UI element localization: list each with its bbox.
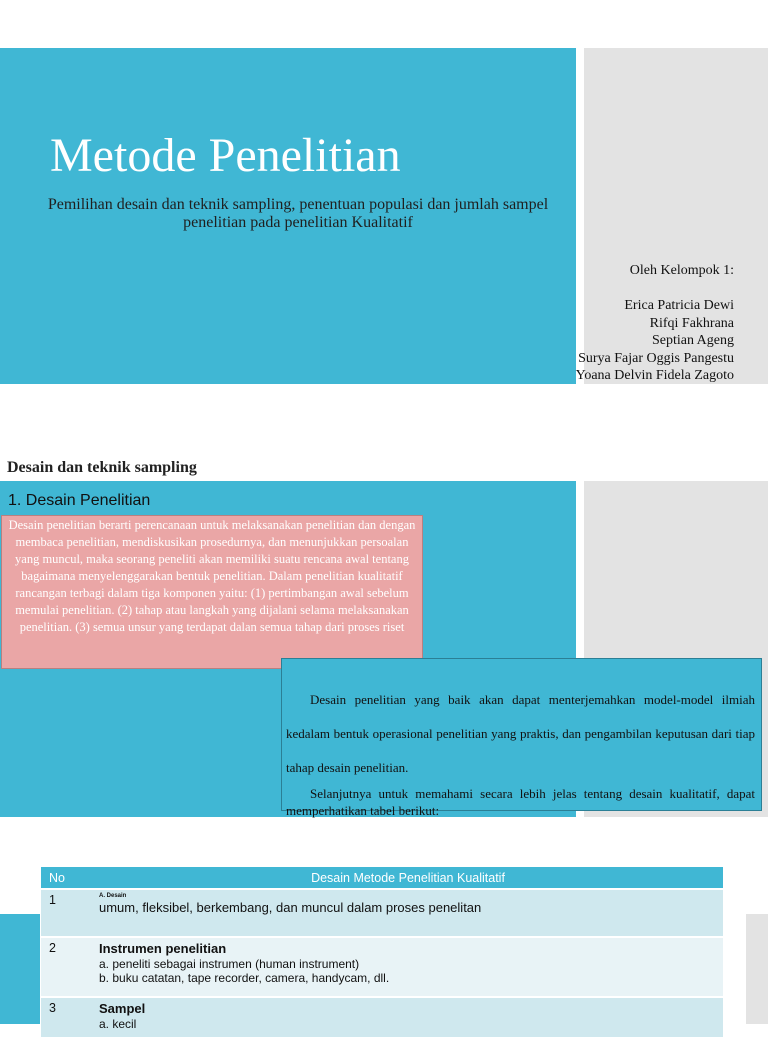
table-row [41, 997, 723, 1037]
author-name: Yoana Delvin Fidela Zagoto [575, 368, 734, 383]
row-content [93, 997, 723, 1037]
table-header-row [41, 867, 723, 889]
row-title: Sampel [99, 1001, 146, 1016]
row-line: a. kecil [99, 1017, 137, 1031]
slide-subtitle [10, 196, 586, 232]
group-label: Oleh Kelompok 1: [629, 263, 734, 278]
table-slide-background [0, 914, 40, 1024]
column-header-title: Desain Metode Penelitian Kualitatif [93, 867, 723, 889]
slide-title: Metode Penelitian [50, 129, 401, 182]
explanation-paragraph: Desain penelitian yang baik akan dapat menterjemahkan model-model ilmiah kedalam bentuk operasional penelitian yang praktis, dan pengambilan keputusan dari tiap tahap desain penelitian. [286, 692, 755, 775]
row-content [93, 937, 723, 997]
row-line: a. peneliti sebagai instrumen (human instrument) [99, 957, 360, 971]
row-number: 2 [41, 937, 93, 997]
row-line: b. buku catatan, tape recorder, camera, handycam, dll. [99, 971, 390, 985]
table-slide-side-panel [746, 914, 768, 1024]
author-name: Rifqi Fakhrana [649, 315, 734, 331]
author-name: Septian Ageng [651, 333, 734, 348]
subtitle-line-1: Pemilihan desain dan teknik sampling, penentuan populasi dan jumlah sampel [47, 196, 549, 213]
row-title: Instrumen penelitian [99, 941, 227, 956]
subtitle-line-2: penelitian pada penelitian Kualitatif [183, 214, 413, 231]
author-name: Surya Fajar Oggis Pangestu [578, 350, 734, 366]
section-heading: Desain dan teknik sampling [7, 459, 197, 476]
explanation-paragraph: Selanjutnya untuk memahami secara lebih jelas tentang desain kualitatif, dapat memperhatikan tabel berikut: [286, 786, 755, 818]
row-content [93, 889, 723, 937]
author-name: Erica Patricia Dewi [624, 298, 734, 313]
author-list [470, 262, 734, 385]
table-row [41, 889, 723, 937]
row-title: A. Desain [99, 893, 127, 899]
subsection-heading: 1. Desain Penelitian [8, 492, 151, 509]
design-table [41, 867, 723, 1037]
row-number: 3 [41, 997, 93, 1037]
definition-textbox: Desain penelitian berarti perencanaan untuk melaksanakan penelitian dan dengan membaca penelitian, mendiskusikan prosedurnya, dan menunjukkan persoalan yang muncul, maka seorang peneliti akan memiliki suatu rencana awal tentang bagaimana menyelenggarakan bentuk penelitian. Dalam penelitian kualitatif rancangan terbagi dalam tiga komponen yaitu: (1) pertimbangan awal sebelum memulai penelitian. (2) tahap atau langkah yang dijalani selama melaksanakan penelitian. (3) semua unsur yang terdapat dalan semua tahap dari proses riset [1, 515, 423, 669]
row-line: umum, fleksibel, berkembang, dan muncul dalam proses penelitan [99, 900, 482, 915]
explanation-textbox [281, 658, 762, 818]
row-number: 1 [41, 889, 93, 937]
column-header-no: No [41, 867, 93, 889]
table-row [41, 937, 723, 997]
